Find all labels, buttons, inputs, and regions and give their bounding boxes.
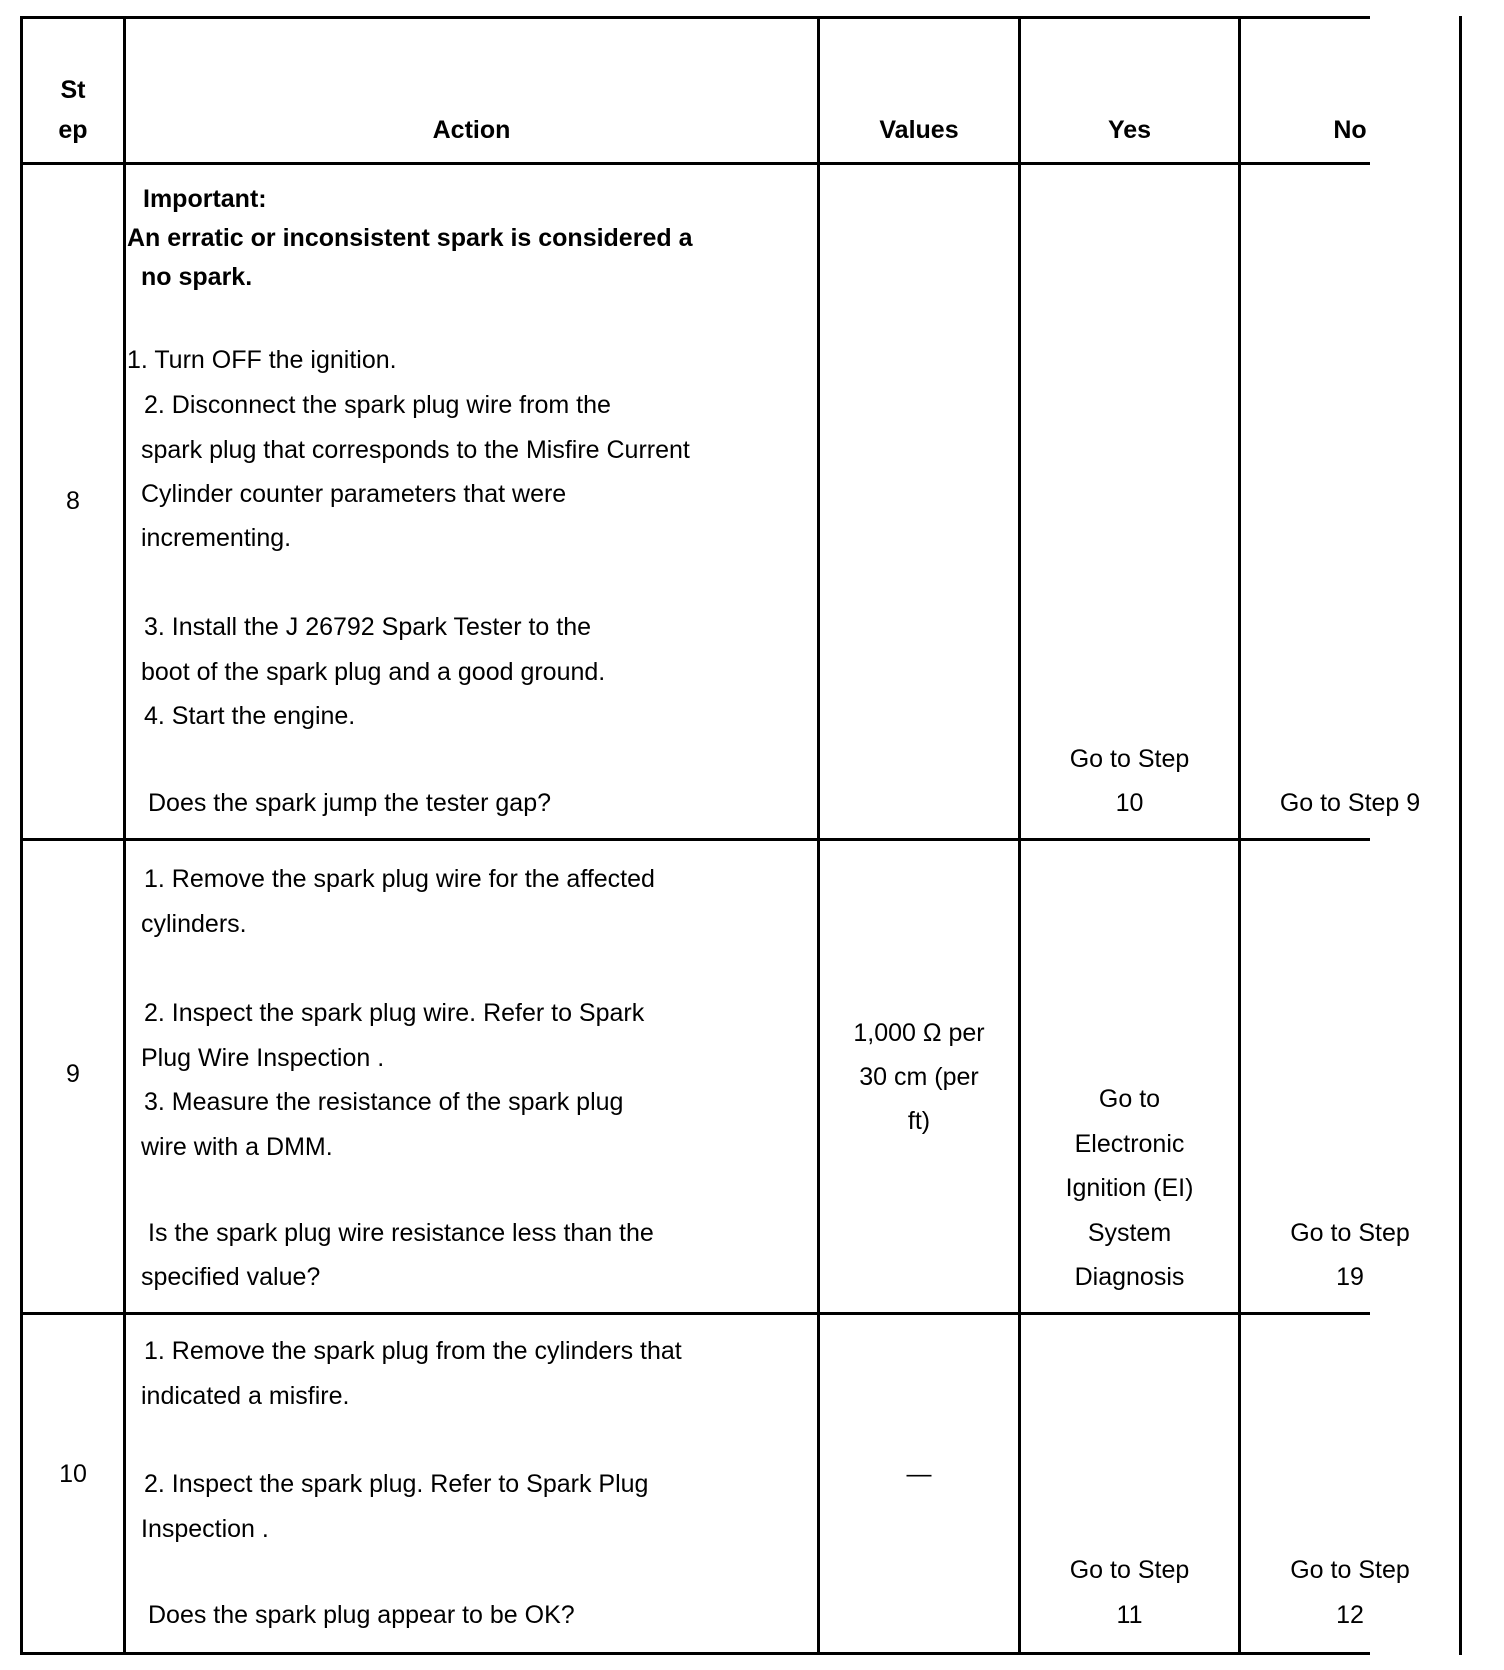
action-line: wire with a DMM. <box>141 1133 333 1161</box>
important-text: An erratic or inconsistent spark is considered a <box>127 224 693 252</box>
step-number: 8 <box>66 487 80 515</box>
header-step: St ep <box>58 76 88 144</box>
yes-result: Diagnosis <box>1074 1263 1185 1291</box>
value: — <box>906 1460 932 1488</box>
no-result: 12 <box>1336 1601 1364 1629</box>
yes-result: Go to Step <box>1069 1556 1190 1584</box>
column-divider <box>1238 16 1241 1655</box>
no-result: Go to Step <box>1290 1556 1410 1584</box>
column-divider <box>817 16 820 1655</box>
yes-result: Ignition (EI) <box>1065 1174 1194 1202</box>
action-line: incrementing. <box>141 524 292 552</box>
question: Is the spark plug wire resistance less than the <box>148 1219 654 1247</box>
action-line: Cylinder counter parameters that were <box>141 480 567 508</box>
action-line: spark plug that corresponds to the Misfire Current <box>141 436 690 464</box>
step-number: 9 <box>66 1060 80 1088</box>
important-text: no spark. <box>141 263 253 291</box>
action-line: 1. Remove the spark plug wire for the affected <box>144 865 655 893</box>
action-line: 4. Start the engine. <box>144 702 356 730</box>
yes-result: Go to Step <box>1069 745 1190 773</box>
action-line: indicated a misfire. <box>141 1382 350 1410</box>
yes-result: Electronic <box>1074 1130 1185 1158</box>
yes-result: Go to <box>1098 1085 1161 1113</box>
action-line: cylinders. <box>141 910 247 938</box>
row-divider <box>20 838 1370 841</box>
no-result: 19 <box>1336 1263 1364 1291</box>
column-divider <box>1018 16 1021 1655</box>
question: Does the spark plug appear to be OK? <box>148 1601 575 1629</box>
action-line: 2. Disconnect the spark plug wire from the <box>144 391 611 419</box>
value: 30 cm (per <box>859 1063 979 1091</box>
header-yes: Yes <box>1107 116 1152 144</box>
action-line: Plug Wire Inspection . <box>141 1044 385 1072</box>
header-action: Action <box>432 116 511 144</box>
action-line: 2. Inspect the spark plug wire. Refer to Spark <box>144 999 645 1027</box>
header-divider <box>20 162 1370 165</box>
action-line: 3. Install the J 26792 Spark Tester to the <box>144 613 592 641</box>
step-number: 10 <box>59 1460 87 1488</box>
column-divider <box>123 16 126 1655</box>
action-line: boot of the spark plug and a good ground. <box>141 658 606 686</box>
action-line: 1. Turn OFF the ignition. <box>127 346 397 374</box>
action-line: 2. Inspect the spark plug. Refer to Spark Plug <box>144 1470 649 1498</box>
table-border-top <box>20 16 1370 19</box>
question: specified value? <box>141 1263 321 1291</box>
important-label: Important: <box>143 185 267 213</box>
action-line: 1. Remove the spark plug from the cylinders that <box>144 1337 682 1365</box>
yes-result: System <box>1087 1219 1172 1247</box>
table-border-right <box>1459 16 1462 1655</box>
yes-result: 10 <box>1115 789 1144 817</box>
header-no: No <box>1333 116 1367 144</box>
no-result: Go to Step 9 <box>1279 789 1421 817</box>
action-line: Inspection . <box>141 1515 269 1543</box>
no-result: Go to Step <box>1290 1219 1410 1247</box>
value: ft) <box>907 1107 931 1135</box>
table-border-left <box>20 16 23 1655</box>
value: 1,000 Ω per <box>853 1019 985 1047</box>
header-values: Values <box>879 116 959 144</box>
action-line: 3. Measure the resistance of the spark plug <box>144 1088 624 1116</box>
row-divider <box>20 1312 1370 1315</box>
question: Does the spark jump the tester gap? <box>148 789 552 817</box>
table-border-bottom <box>20 1652 1370 1655</box>
yes-result: 11 <box>1116 1601 1143 1629</box>
